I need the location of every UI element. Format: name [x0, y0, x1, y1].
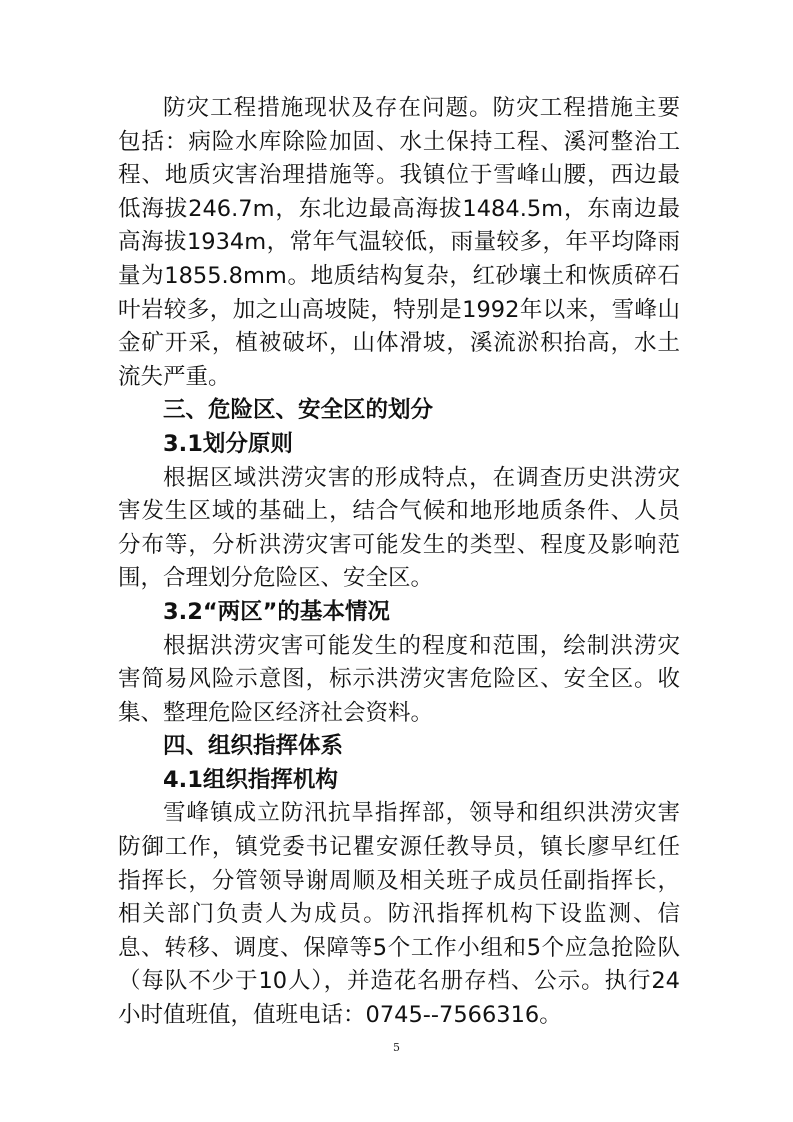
document-body [118, 92, 680, 1033]
paragraph-two-zones-basics: 根据洪涝灾害可能发生的程度和范围，绘制洪涝灾害简易风险示意图，标示洪涝灾害危险区、安全区。收集、整理危险区经济社会资料。 [118, 632, 680, 726]
section-heading-command-system: 四、组织指挥体系 [163, 733, 344, 760]
paragraph-zoning-principles: 根据区域洪涝灾害的形成特点，在调查历史洪涝灾害发生区域的基础上，结合气候和地形地质条件、人员分布等，分析洪涝灾害可能发生的类型、程度及影响范围，合理划分危险区、安全区。 [118, 464, 680, 592]
section-heading-zoning: 三、危险区、安全区的划分 [163, 397, 434, 424]
subheading-zoning-principles: 3.1划分原则 [163, 430, 293, 457]
paragraph-flood-control-status: 防灾工程措施现状及存在问题。防灾工程措施主要包括：病险水库除险加固、水土保持工程、溪河整治工程、地质灾害治理措施等。我镇位于雪峰山腰，西边最低海拔246.7m，东北边最高海拔1484.5m，东南边最高海拔1934m，常年气温较低，雨量较多，年平均降雨量为1855.8mm。地质结构复杂，红砂壤土和恢质碎石叶岩较多，加之山高坡陡，特别是1992年以来，雪峰山金矿开采，植被破坏，山体滑坡，溪流淤积抬高，水土流失严重。 [118, 95, 680, 390]
paragraph-command-organization: 雪峰镇成立防汛抗旱指挥部，领导和组织洪涝灾害防御工作，镇党委书记瞿安源任教导员，镇长廖早红任指挥长，分管领导谢周顺及相关班子成员任副指挥长，相关部门负责人为成员。防汛指挥机构下设监测、信息、转移、调度、保障等5个工作小组和5个应急抢险队（每队不少于10人），并造花名册存档、公示。执行24小时值班值，值班电话：0745--7566316。 [118, 800, 680, 1029]
page-number: 5 [393, 1041, 400, 1054]
subheading-two-zones-basics: 3.2“两区”的基本情况 [163, 598, 390, 625]
subheading-command-organization: 4.1组织指挥机构 [163, 766, 338, 793]
